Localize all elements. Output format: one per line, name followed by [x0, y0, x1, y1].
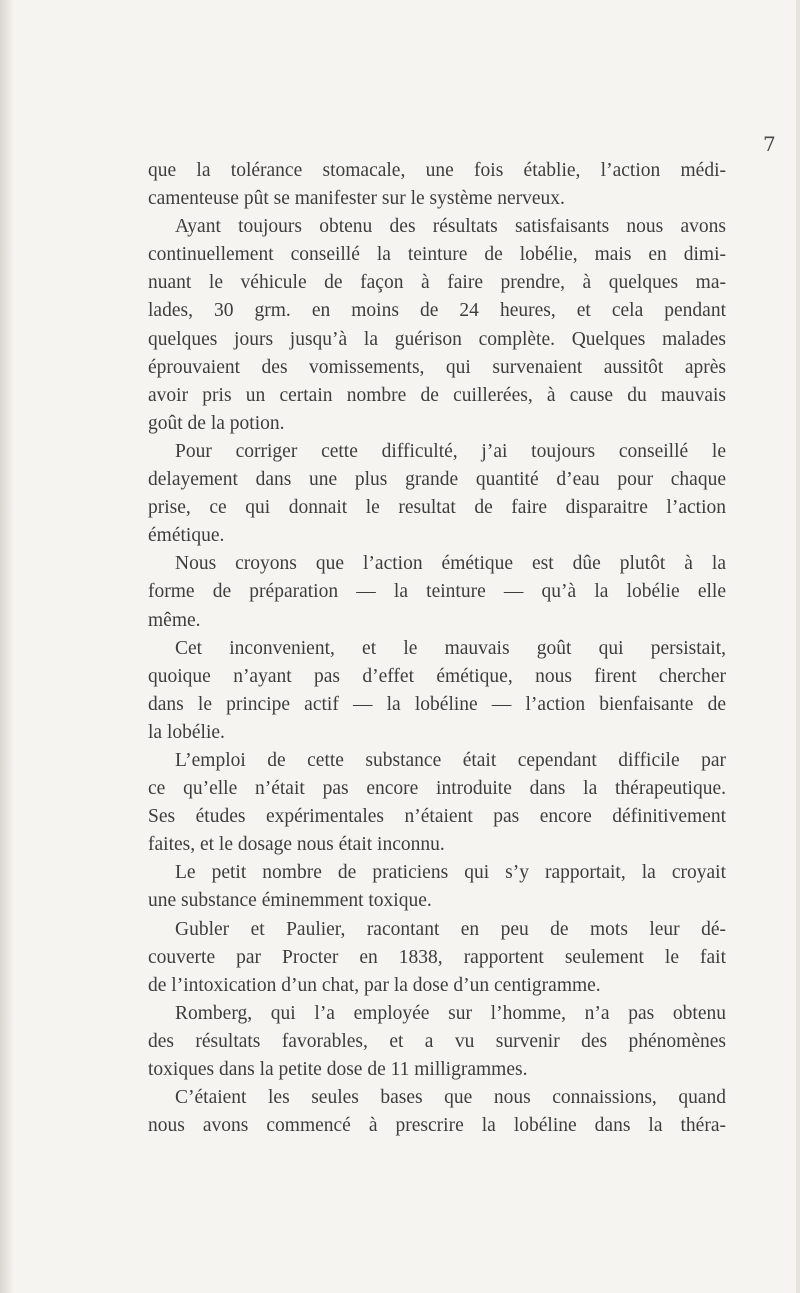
- text-line: quoique n’ayant pas d’effet émétique, nous firent chercher: [148, 665, 726, 687]
- paragraph: [148, 747, 726, 859]
- text-line: nuant le véhicule de façon à faire prendre, à quelques ma-: [148, 272, 726, 294]
- text-line: Ayant toujours obtenu des résultats satisfaisants nous avons: [175, 216, 726, 238]
- paragraph: [148, 1084, 726, 1140]
- text-line: une substance éminemment toxique.: [148, 890, 432, 912]
- text-line: delayement dans une plus grande quantité d’eau pour chaque: [148, 469, 726, 491]
- paragraph: [148, 916, 726, 1000]
- text-line: faites, et le dosage nous était inconnu.: [148, 834, 445, 856]
- text-line: continuellement conseillé la teinture de lobélie, mais en dimi-: [148, 244, 726, 266]
- text-line: camenteuse pût se manifester sur le système nerveux.: [148, 188, 565, 210]
- text-line: goût de la potion.: [148, 412, 285, 434]
- paragraph: [148, 1000, 726, 1084]
- text-line: couverte par Procter en 1838, rapportent seulement le fait: [148, 946, 726, 968]
- text-line: toxiques dans la petite dose de 11 milligrammes.: [148, 1059, 528, 1080]
- text-line: éprouvaient des vomissements, qui survenaient aussitôt après: [148, 356, 726, 378]
- text-line: la lobélie.: [148, 721, 225, 743]
- text-line: nous avons commencé à prescrire la lobéline dans la théra-: [148, 1115, 726, 1137]
- text-line: Gubler et Paulier, racontant en peu de mots leur dé-: [175, 918, 726, 940]
- paragraph: [148, 635, 726, 747]
- text-line: Ses études expérimentales n’étaient pas encore définitivement: [148, 806, 726, 828]
- text-line: dans le principe actif — la lobéline — l’action bienfaisante de: [148, 693, 726, 715]
- text-line: C’étaient les seules bases que nous connaissions, quand: [175, 1087, 726, 1109]
- text-line: même.: [148, 609, 201, 631]
- text-line: des résultats favorables, et a vu survenir des phénomènes: [148, 1030, 726, 1052]
- text-line: que la tolérance stomacale, une fois établie, l’action médi-: [148, 160, 726, 181]
- paragraph: [148, 157, 726, 213]
- page-number: 7: [763, 132, 776, 156]
- text-line: forme de préparation — la teinture — qu’à la lobélie elle: [148, 581, 726, 603]
- text-line: L’emploi de cette substance était cependant difficile par: [175, 749, 726, 771]
- text-line: lades, 30 grm. en moins de 24 heures, et cela pendant: [148, 300, 726, 322]
- text-line: Romberg, qui l’a employée sur l’homme, n’a pas obtenu: [175, 1002, 726, 1024]
- page-edge: [796, 0, 800, 1293]
- paragraph: [148, 550, 726, 634]
- text-line: prise, ce qui donnait le resultat de faire disparaitre l’action: [148, 497, 726, 519]
- paragraph: [148, 438, 726, 550]
- paragraph: [148, 859, 726, 915]
- text-line: quelques jours jusqu’à la guérison complète. Quelques malades: [148, 328, 726, 350]
- text-line: émétique.: [148, 525, 225, 547]
- text-line: avoir pris un certain nombre de cuillerées, à cause du mauvais: [148, 384, 726, 406]
- text-line: de l’intoxication d’un chat, par la dose d’un centigramme.: [148, 974, 601, 996]
- paragraph: [148, 213, 726, 438]
- text-line: Nous croyons que l’action émétique est dûe plutôt à la: [175, 553, 726, 575]
- text-line: ce qu’elle n’était pas encore introduite dans la thérapeutique.: [148, 778, 726, 800]
- text-line: Pour corriger cette difficulté, j’ai toujours conseillé le: [175, 440, 726, 462]
- text-line: Le petit nombre de praticiens qui s’y rapportait, la croyait: [175, 862, 726, 884]
- text-line: Cet inconvenient, et le mauvais goût qui persistait,: [175, 637, 726, 659]
- body-text: [148, 157, 726, 1140]
- page-gutter-shadow: [0, 0, 14, 1293]
